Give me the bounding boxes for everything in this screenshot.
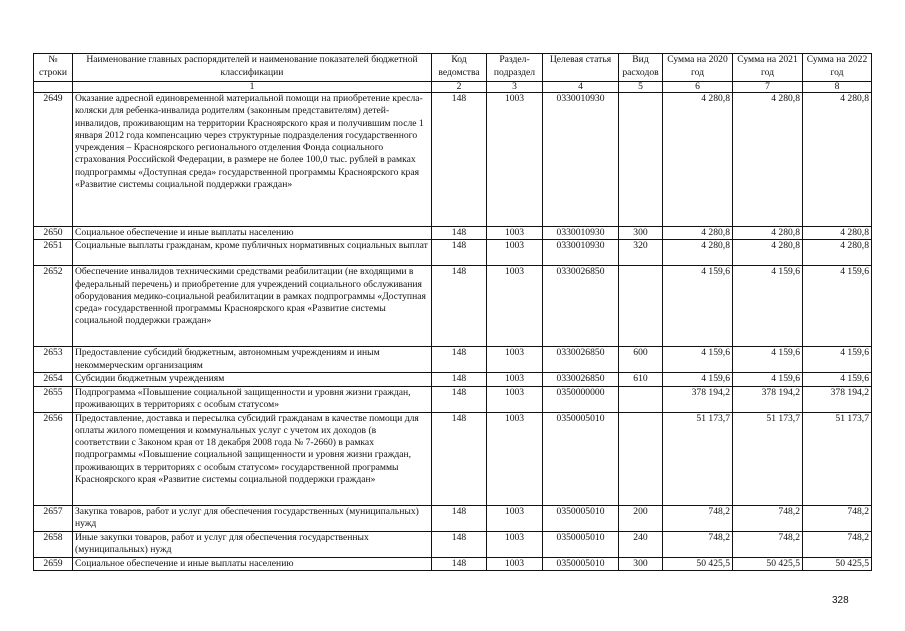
row-sum-2022: 4 159,6 — [803, 373, 872, 386]
row-sum-2022: 4 280,8 — [803, 240, 872, 266]
row-section: 1003 — [487, 412, 543, 505]
row-sum-2022: 50 425,5 — [803, 557, 872, 570]
row-dept: 148 — [432, 412, 487, 505]
row-exp-type: 240 — [619, 531, 663, 557]
row-sum-2021: 378 194,2 — [733, 386, 803, 412]
table-row — [34, 93, 872, 227]
row-section: 1003 — [487, 531, 543, 557]
table-row — [34, 505, 872, 531]
row-sum-2020: 378 194,2 — [663, 386, 733, 412]
table-row — [34, 373, 872, 386]
row-sum-2020: 51 173,7 — [663, 412, 733, 505]
row-dept: 148 — [432, 93, 487, 227]
row-sum-2022: 748,2 — [803, 531, 872, 557]
column-number: 2 — [432, 82, 487, 93]
column-number: 8 — [803, 82, 872, 93]
row-section: 1003 — [487, 373, 543, 386]
row-section: 1003 — [487, 240, 543, 266]
row-target: 0350005010 — [543, 531, 619, 557]
table-row — [34, 557, 872, 570]
row-exp-type: 300 — [619, 557, 663, 570]
row-name: Предоставление, доставка и пересылка субсидий гражданам в качестве помощи для оплаты жилого помещения и коммунальных услуг с учетом их доходов (в соответствии с Законом края от 18 декабря 2008 года № 7-2660) в рамках подпрограммы «Повышение социальной защищенности и уровня жизни граждан, проживающих в территориях с особым статусом» государственной программы Красноярского края «Развитие системы социальной поддержки граждан» — [73, 412, 432, 505]
row-number: 2655 — [34, 386, 73, 412]
column-number: 7 — [733, 82, 803, 93]
table-row — [34, 412, 872, 505]
row-section: 1003 — [487, 505, 543, 531]
row-sum-2020: 4 159,6 — [663, 373, 733, 386]
column-number: 4 — [543, 82, 619, 93]
row-sum-2022: 4 280,8 — [803, 93, 872, 227]
table-row — [34, 531, 872, 557]
row-target: 0330010930 — [543, 240, 619, 266]
row-name: Иные закупки товаров, работ и услуг для обеспечения государственных (муниципальных) нужд — [73, 531, 432, 557]
row-sum-2022: 4 159,6 — [803, 347, 872, 373]
header-dept: Код ведомства — [432, 54, 487, 82]
row-section: 1003 — [487, 557, 543, 570]
page-number: 328 — [832, 595, 849, 606]
header-exp-type: Вид расходов — [619, 54, 663, 82]
row-target: 0350005010 — [543, 505, 619, 531]
row-sum-2021: 748,2 — [733, 531, 803, 557]
row-dept: 148 — [432, 531, 487, 557]
row-number: 2654 — [34, 373, 73, 386]
row-sum-2021: 4 280,8 — [733, 93, 803, 227]
header-target: Целевая статья — [543, 54, 619, 82]
row-number: 2657 — [34, 505, 73, 531]
row-sum-2022: 4 159,6 — [803, 266, 872, 347]
row-number: 2658 — [34, 531, 73, 557]
row-section: 1003 — [487, 266, 543, 347]
row-target: 0330010930 — [543, 227, 619, 240]
table-row — [34, 240, 872, 266]
table-row — [34, 386, 872, 412]
row-name: Социальное обеспечение и иные выплаты населению — [73, 227, 432, 240]
row-sum-2020: 4 280,8 — [663, 240, 733, 266]
row-exp-type: 600 — [619, 347, 663, 373]
header-name: Наименование главных распорядителей и наименование показателей бюджетной классификации — [73, 54, 432, 82]
row-name: Предоставление субсидий бюджетным, автономным учреждениям и иным некоммерческим организациям — [73, 347, 432, 373]
row-target: 0330026850 — [543, 347, 619, 373]
row-number: 2649 — [34, 93, 73, 227]
row-dept: 148 — [432, 227, 487, 240]
row-sum-2020: 748,2 — [663, 505, 733, 531]
header-sum-2020: Сумма на 2020 год — [663, 54, 733, 82]
budget-table — [33, 53, 872, 571]
row-dept: 148 — [432, 266, 487, 347]
row-number: 2652 — [34, 266, 73, 347]
row-dept: 148 — [432, 240, 487, 266]
row-sum-2020: 4 159,6 — [663, 266, 733, 347]
row-section: 1003 — [487, 386, 543, 412]
row-sum-2021: 748,2 — [733, 505, 803, 531]
row-target: 0350005010 — [543, 557, 619, 570]
row-exp-type — [619, 386, 663, 412]
row-sum-2022: 4 280,8 — [803, 227, 872, 240]
row-sum-2020: 4 280,8 — [663, 93, 733, 227]
row-number: 2650 — [34, 227, 73, 240]
row-target: 0350005010 — [543, 412, 619, 505]
row-target: 0350000000 — [543, 386, 619, 412]
table-row — [34, 347, 872, 373]
row-sum-2021: 4 159,6 — [733, 373, 803, 386]
row-target: 0330010930 — [543, 93, 619, 227]
row-sum-2020: 50 425,5 — [663, 557, 733, 570]
row-name: Закупка товаров, работ и услуг для обеспечения государственных (муниципальных) нужд — [73, 505, 432, 531]
row-dept: 148 — [432, 557, 487, 570]
row-exp-type: 320 — [619, 240, 663, 266]
header-section: Раздел-подраздел — [487, 54, 543, 82]
row-dept: 148 — [432, 373, 487, 386]
table-row — [34, 227, 872, 240]
column-number-row — [34, 82, 872, 93]
column-number: 1 — [73, 82, 432, 93]
row-sum-2020: 748,2 — [663, 531, 733, 557]
header-sum-2022: Сумма на 2022 год — [803, 54, 872, 82]
row-sum-2021: 4 280,8 — [733, 227, 803, 240]
row-exp-type: 610 — [619, 373, 663, 386]
row-number: 2653 — [34, 347, 73, 373]
row-number: 2651 — [34, 240, 73, 266]
row-sum-2022: 748,2 — [803, 505, 872, 531]
column-number: 6 — [663, 82, 733, 93]
row-target: 0330026850 — [543, 373, 619, 386]
row-sum-2020: 4 280,8 — [663, 227, 733, 240]
row-number: 2656 — [34, 412, 73, 505]
row-exp-type: 200 — [619, 505, 663, 531]
header-row-no: № строки — [34, 54, 73, 82]
row-sum-2021: 51 173,7 — [733, 412, 803, 505]
row-sum-2020: 4 159,6 — [663, 347, 733, 373]
row-name: Обеспечение инвалидов техническими средствами реабилитации (не входящими в федеральный перечень) и приобретение для учреждений социального обслуживания оборудования медико-социальной реабилитации в рамках подпрограммы «Доступная среда» государственной программы Красноярского края «Развитие системы социальной поддержки граждан» — [73, 266, 432, 347]
row-section: 1003 — [487, 227, 543, 240]
table-row — [34, 266, 872, 347]
row-dept: 148 — [432, 386, 487, 412]
row-sum-2022: 378 194,2 — [803, 386, 872, 412]
row-name: Субсидии бюджетным учреждениям — [73, 373, 432, 386]
row-exp-type — [619, 93, 663, 227]
row-exp-type: 300 — [619, 227, 663, 240]
row-section: 1003 — [487, 347, 543, 373]
row-section: 1003 — [487, 93, 543, 227]
row-number: 2659 — [34, 557, 73, 570]
column-number: 3 — [487, 82, 543, 93]
header-row — [34, 54, 872, 82]
column-number: 5 — [619, 82, 663, 93]
row-target: 0330026850 — [543, 266, 619, 347]
row-name: Оказание адресной единовременной материальной помощи на приобретение кресла-коляски для ребенка-инвалида родителям (законным представителям) детей-инвалидов, проживающим на территории Красноярского края и получившим после 1 января 2012 года компенсацию через структурные подразделения государственного учреждения – Красноярского регионального отделения Фонда социального страхования Российской Федерации, в размере не более 100,0 тыс. рублей в рамках подпрограммы «Доступная среда» государственной программы Красноярского края «Развитие системы социальной поддержки граждан» — [73, 93, 432, 227]
row-sum-2022: 51 173,7 — [803, 412, 872, 505]
row-exp-type — [619, 266, 663, 347]
row-name: Социальное обеспечение и иные выплаты населению — [73, 557, 432, 570]
column-number — [34, 82, 73, 93]
row-exp-type — [619, 412, 663, 505]
header-sum-2021: Сумма на 2021 год — [733, 54, 803, 82]
row-dept: 148 — [432, 505, 487, 531]
row-name: Подпрограмма «Повышение социальной защищенности и уровня жизни граждан, проживающих в территориях с особым статусом» — [73, 386, 432, 412]
row-sum-2021: 50 425,5 — [733, 557, 803, 570]
row-name: Социальные выплаты гражданам, кроме публичных нормативных социальных выплат — [73, 240, 432, 266]
row-dept: 148 — [432, 347, 487, 373]
row-sum-2021: 4 159,6 — [733, 347, 803, 373]
row-sum-2021: 4 280,8 — [733, 240, 803, 266]
row-sum-2021: 4 159,6 — [733, 266, 803, 347]
